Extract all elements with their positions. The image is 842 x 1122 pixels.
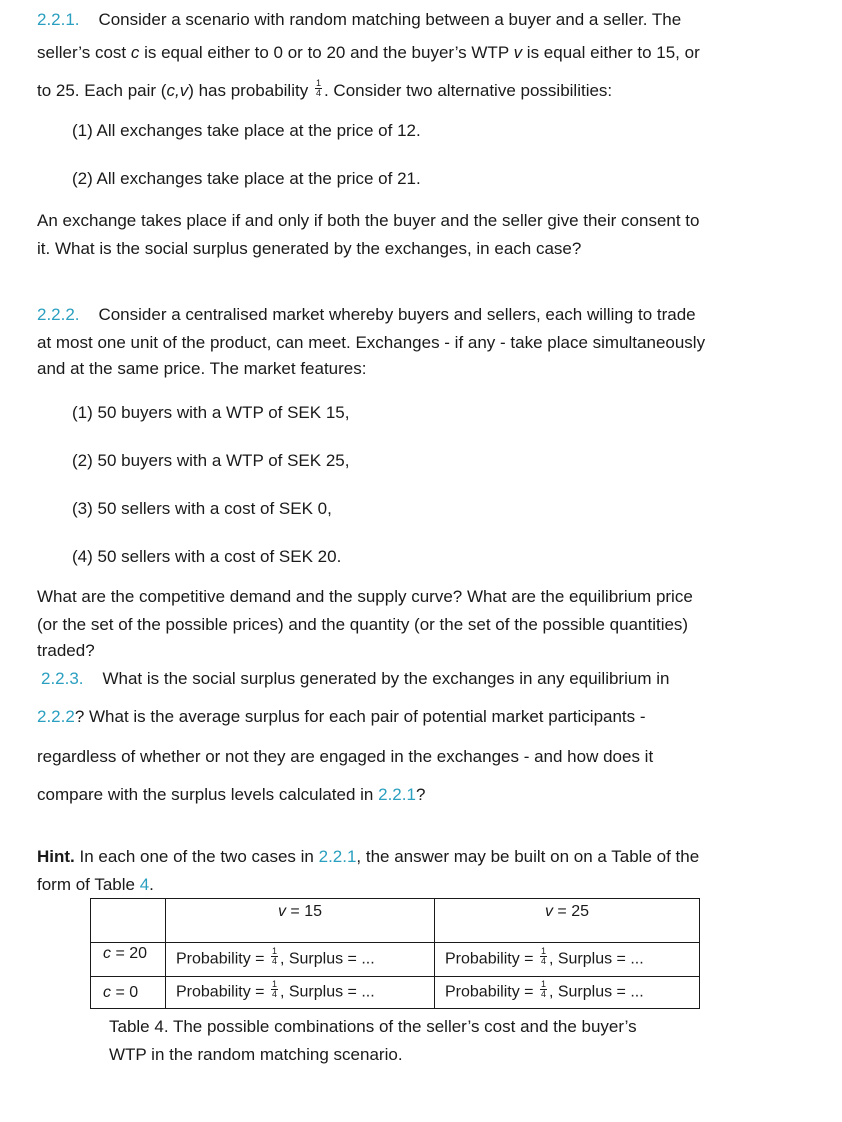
q223-line1 [41,669,669,689]
header-v25-label: = 25 [552,903,590,920]
q221-number: 2.2.1. [37,10,80,29]
header-v15-label: = 15 [285,903,323,920]
cell-fraction [540,980,547,999]
q222-text-1: Consider a centralised market whereby buyers and sellers, each willing to trade [98,305,696,324]
q221-var-cv: c,v [166,81,189,100]
hint-text-1a: In each one of the two cases in [74,847,319,866]
frac-denominator: 4 [540,989,546,999]
q221-fraction [315,79,322,98]
q221-text-3b: ) has probability [188,81,309,100]
q221-item-1: (1) All exchanges take place at the price of 12. [72,121,421,140]
q223-text-4a: compare with the surplus levels calculated in [37,785,379,804]
q221-var-v: v [513,43,523,62]
cell-c20-v25 [435,943,700,977]
frac-denominator: 4 [315,88,321,99]
hint-line2 [37,875,154,895]
table-header-v15 [166,899,435,943]
header-var-v: v [277,903,286,920]
q223-text-2: ? What is the average surplus for each pair of potential market participants - [74,707,646,726]
q222-para-l3: traded? [37,641,95,660]
cell-text: Probability = [445,950,538,968]
row-label-text: = 0 [111,983,139,1001]
q221-var-c: c [130,43,140,62]
q221-text-2a: seller’s cost [37,43,131,62]
hint-text-2b: . [149,875,154,894]
hint-label: Hint. [37,847,75,866]
frac-numerator: 1 [315,78,321,89]
q221-text-3a: to 25. Each pair ( [37,81,167,100]
q222-item-3: (3) 50 sellers with a cost of SEK 0, [72,499,332,518]
q221-para-l2: it. What is the social surplus generated by the exchanges, in each case? [37,239,582,258]
q221-text-3c: . Consider two alternative possibilities: [323,81,613,100]
cell-text: , Surplus = ... [279,950,375,968]
q221-item-2: (2) All exchanges take place at the price of 21. [72,169,421,188]
table-row [91,943,700,977]
hint-line1 [37,847,699,867]
q221-para-l1: An exchange takes place if and only if both the buyer and the seller give their consent to [37,211,700,230]
cell-c0-v15 [166,977,435,1009]
q221-line1 [37,10,681,30]
q222-line1 [37,305,696,325]
q222-item-2: (2) 50 buyers with a WTP of SEK 25, [72,451,350,470]
row-label-text: = 20 [111,945,148,962]
row-var-c: c [103,945,111,962]
q222-line2: at most one unit of the product, can meet. Exchanges - if any - take place simultaneously [37,333,706,352]
table-caption-l1: Table 4. The possible combinations of the seller’s cost and the buyer’s [109,1017,637,1036]
q223-number: 2.2.3. [41,669,84,688]
q222-line3: and at the same price. The market features: [37,359,367,378]
frac-numerator: 1 [271,946,277,956]
cell-fraction [271,980,278,999]
q222-para-l2: (or the set of the possible prices) and the quantity (or the set of the possible quantities) [37,615,689,634]
cell-text: , Surplus = ... [279,983,375,1001]
q222-para-l1: What are the competitive demand and the supply curve? What are the equilibrium price [37,587,693,606]
hint-text-1b: , the answer may be built on on a Table of the [356,847,700,866]
q223-ref-222[interactable]: 2.2.2 [37,707,75,726]
frac-denominator: 4 [271,956,277,966]
table-corner-cell [91,899,166,943]
hint-text-2a: form of Table [37,875,140,894]
cell-fraction [271,947,278,966]
q221-line2 [37,43,700,63]
q223-line2 [37,707,646,727]
q223-text-4b: ? [415,785,426,804]
hint-ref-221[interactable]: 2.2.1 [318,847,357,866]
header-var-v: v [544,903,553,920]
q221-text-2b: is equal either to 0 or to 20 and the buyer’s WTP [139,43,514,62]
q222-item-4: (4) 50 sellers with a cost of SEK 20. [72,547,342,566]
q221-line3 [37,78,613,101]
cell-c0-v25 [435,977,700,1009]
hint-ref-table4[interactable]: 4 [139,875,150,894]
q221-text-2c: is equal either to 15, or [522,43,700,62]
row-label-c0 [91,977,166,1009]
frac-denominator: 4 [271,989,277,999]
frac-numerator: 1 [540,946,546,956]
table-row [91,977,700,1009]
cell-fraction [540,947,547,966]
q222-number: 2.2.2. [37,305,80,324]
frac-numerator: 1 [271,979,277,989]
frac-denominator: 4 [540,956,546,966]
cell-c20-v15 [166,943,435,977]
q223-ref-221[interactable]: 2.2.1 [378,785,416,804]
cell-text: Probability = [176,950,269,968]
row-label-c20 [91,943,166,977]
q221-text-1: Consider a scenario with random matching between a buyer and a seller. The [98,10,682,29]
row-var-c: c [103,983,111,1001]
frac-numerator: 1 [540,979,546,989]
q223-line4 [37,785,425,805]
table-header-row [91,899,700,943]
q222-item-1: (1) 50 buyers with a WTP of SEK 15, [72,403,350,422]
cell-text: , Surplus = ... [548,983,644,1001]
cell-text: Probability = [445,983,538,1001]
table-header-v25 [435,899,700,943]
q223-line3: regardless of whether or not they are engaged in the exchanges - and how does it [37,747,654,766]
table-caption-l2: WTP in the random matching scenario. [109,1045,403,1064]
cell-text: Probability = [176,983,269,1001]
q223-text-1: What is the social surplus generated by the exchanges in any equilibrium in [102,669,670,688]
cell-text: , Surplus = ... [548,950,644,968]
table-4 [90,898,700,1009]
